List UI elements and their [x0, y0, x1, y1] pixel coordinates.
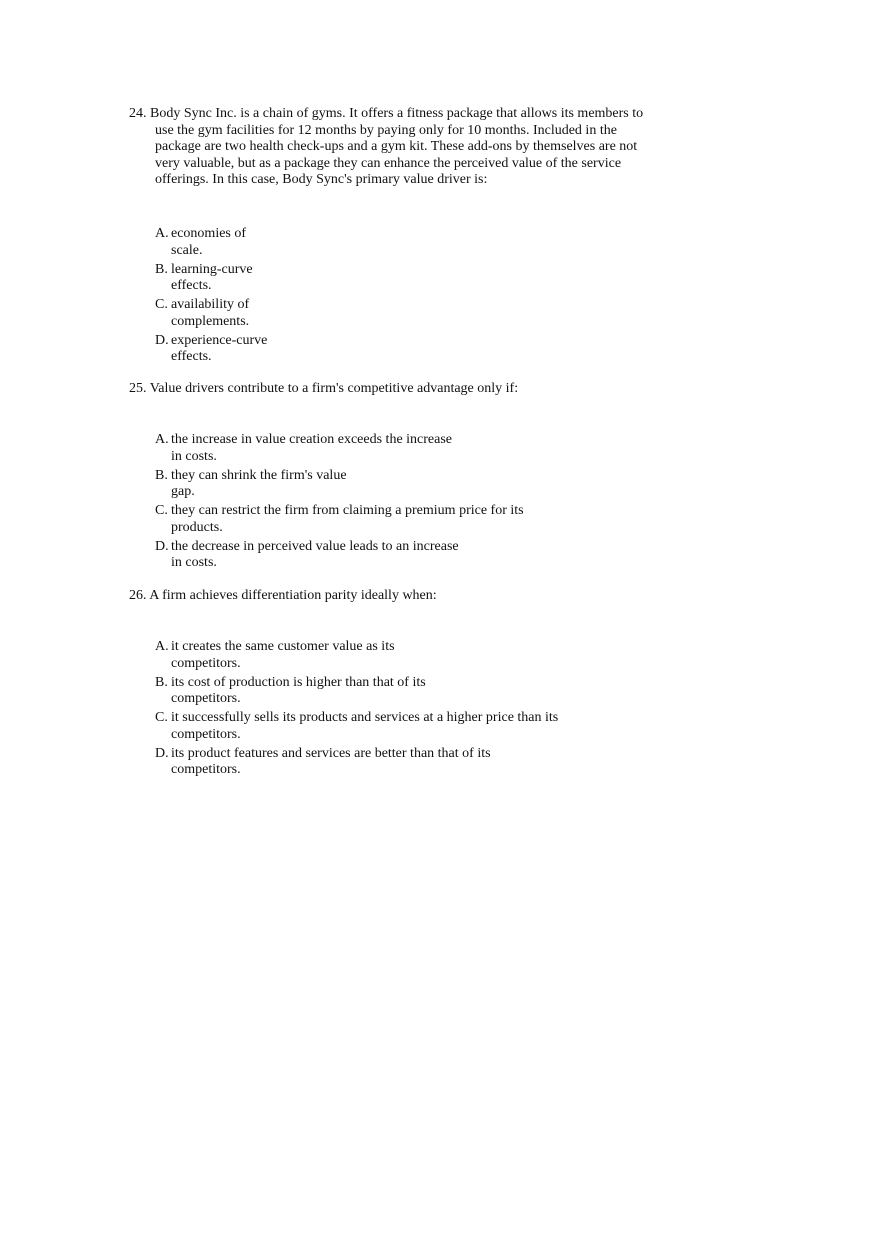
question-number: 24.	[129, 106, 147, 121]
option-b	[155, 675, 436, 708]
option-b	[155, 468, 356, 501]
option-c	[155, 710, 576, 743]
question-24	[129, 106, 649, 364]
option-a	[155, 639, 406, 672]
option-a	[155, 226, 261, 259]
option-label: D.	[155, 332, 169, 348]
option-d	[155, 539, 471, 572]
option-a	[155, 432, 466, 465]
option-label: C.	[155, 503, 168, 518]
option-text: learning-curve effects.	[171, 261, 253, 293]
option-text: the increase in value creation exceeds the increase in costs.	[171, 432, 453, 464]
option-text: its product features and services are better than that of its competitors.	[171, 745, 491, 777]
option-label: C.	[155, 297, 168, 312]
option-label: D.	[155, 538, 169, 554]
option-text: the decrease in perceived value leads to an increase in costs.	[171, 538, 459, 570]
question-number: 26.	[129, 588, 147, 603]
options-list	[155, 639, 576, 781]
option-d	[155, 746, 506, 779]
option-text: they can shrink the firm's value gap.	[171, 467, 347, 499]
question-stem	[129, 106, 649, 189]
option-label: C.	[155, 710, 168, 725]
question-number: 25.	[129, 381, 147, 396]
option-text: it successfully sells its products and services at a higher price than its competitors.	[171, 710, 559, 742]
option-c	[155, 503, 541, 536]
question-stem	[129, 588, 649, 605]
question-26	[129, 588, 649, 777]
question-25	[129, 381, 649, 570]
question-text: Body Sync Inc. is a chain of gyms. It offers a fitness package that allows its members to use the gym facilities for 12 months by paying only for 10 months. Included in the package are two health check-ups and a gym kit. These add-ons by themselves are not very valuable, but as a package they can enhance the perceived value of the service offerings. In this case, Body Sync's primary value driver is:	[150, 106, 644, 187]
question-text: Value drivers contribute to a firm's competitive advantage only if:	[149, 381, 519, 396]
option-label: D.	[155, 745, 169, 761]
option-label: B.	[155, 261, 168, 277]
option-c	[155, 297, 261, 330]
option-text: experience-curve effects.	[171, 332, 268, 364]
options-list	[155, 226, 276, 368]
option-text: availability of complements.	[171, 297, 250, 329]
option-label: B.	[155, 467, 168, 483]
options-list	[155, 432, 541, 574]
option-text: economies of scale.	[171, 226, 247, 258]
option-text: its cost of production is higher than that of its competitors.	[171, 674, 426, 706]
option-d	[155, 333, 276, 366]
option-label: A.	[155, 432, 169, 447]
option-b	[155, 262, 266, 295]
option-text: they can restrict the firm from claiming a premium price for its products.	[171, 503, 524, 535]
option-label: A.	[155, 226, 169, 241]
option-label: B.	[155, 674, 168, 690]
question-text: A firm achieves differentiation parity ideally when:	[149, 588, 437, 603]
option-text: it creates the same customer value as its competitors.	[171, 639, 395, 671]
question-stem	[129, 381, 649, 398]
option-label: A.	[155, 639, 169, 654]
